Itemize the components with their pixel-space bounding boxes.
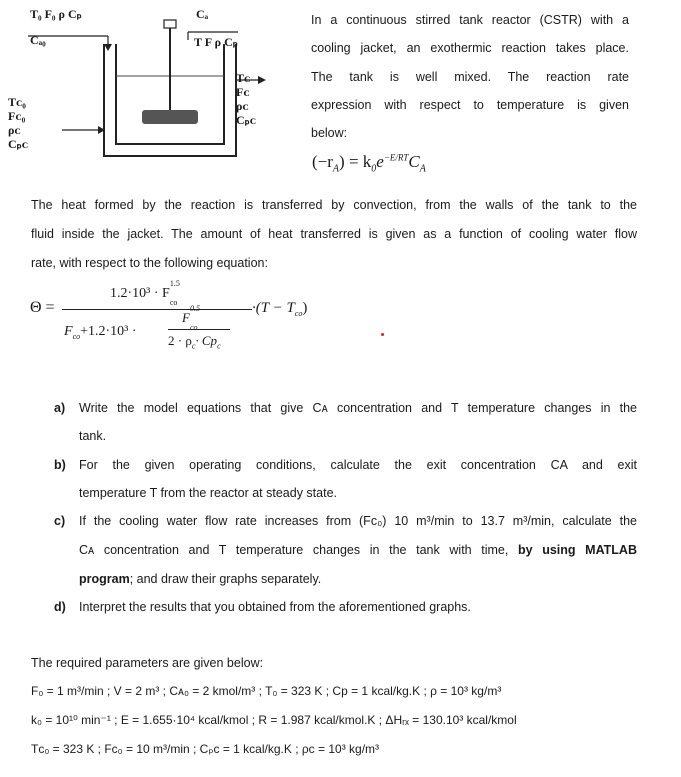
heat-line-3: rate, with respect to the following equation: [31, 256, 268, 270]
rate-eq-e: e [376, 152, 384, 171]
question-c-line-3 [79, 572, 321, 586]
intro-line-2: cooling jacket, an exothermic reaction takes place. [311, 41, 629, 55]
question-d-label: d) [54, 600, 66, 614]
rate-eq-c-sub: A [419, 163, 426, 175]
rate-eq-mid: ) = k [339, 152, 372, 171]
inner-num-sup: 0.5 [189, 304, 200, 313]
feed-label-2: Cₐ₀ [30, 33, 46, 47]
theta-num-text: 1.2·10³ · F [110, 286, 170, 301]
question-b-label: b) [54, 458, 66, 472]
theta-den-f: F [64, 324, 73, 339]
theta-num-sup: 1.5 [169, 279, 180, 288]
jacket-out-f: Fᴄ [236, 85, 250, 99]
question-c-program: program [79, 572, 130, 586]
cstr-schematic [8, 6, 300, 174]
intro-line-4: expression with respect to temperature is given [311, 98, 629, 112]
inner-num-f: F [182, 310, 190, 325]
params-line-3: Tᴄ₀ = 323 K ; Fᴄ₀ = 10 m³/min ; Cₚᴄ = 1 kcal/kg.K ; ρᴄ = 10³ kg/m³ [31, 742, 380, 756]
question-c-line-2-text: Cᴀ concentration and T temperature changes in the tank with time, [79, 543, 518, 557]
theta-fraction-bar [62, 309, 252, 310]
question-c-matlab: by using MATLAB [517, 543, 637, 557]
question-b-line-1: For the given operating conditions, calculate the exit concentration CA and exit [79, 458, 637, 472]
rate-eq-lhs-sub: A [332, 163, 340, 175]
jacket-in-t: Tᴄ₀ [8, 95, 26, 109]
rate-eq-c: C [408, 152, 420, 171]
params-heading: The required parameters are given below: [31, 656, 264, 670]
question-c-line-3-text: ; and draw their graphs separately. [129, 572, 322, 586]
intro-line-1: In a continuous stirred tank reactor (CSTR) with a [311, 13, 629, 27]
theta-denominator [64, 324, 137, 341]
params-line-2: k₀ = 10¹⁰ min⁻¹ ; E = 1.655·10⁴ kcal/kmol ; R = 1.987 kcal/kmol.K ; ΔHᵣₓ = 130.10³ kcal/kmol [31, 713, 517, 727]
question-a-label: a) [54, 401, 66, 415]
inner-num-sub: co [189, 322, 198, 332]
heat-line-2: fluid inside the jacket. The amount of heat transferred is given as a function of cooling water flow [31, 227, 637, 241]
rate-eq-k-sub: 0 [371, 163, 377, 175]
theta-num-sub: co [169, 297, 178, 307]
jacket-out-cp: Cₚᴄ [236, 113, 257, 127]
jacket-in-rho: ρᴄ [8, 123, 21, 137]
inner-den-rest-sub: c [217, 341, 221, 351]
inner-numerator [182, 304, 200, 332]
theta-den-mid: +1.2·10³ · [80, 324, 137, 339]
heat-line-1: The heat formed by the reaction is transferred by convection, from the walls of the tank to the [31, 198, 637, 212]
theta-rhs-text: ·(T − T [252, 300, 295, 316]
product-label-1: Cₐ [196, 7, 209, 21]
question-c-label: c) [54, 514, 66, 528]
theta-den-f-sub: co [72, 331, 81, 341]
jacket-out-t: Tᴄ [236, 71, 251, 85]
theta-symbol: Θ = [30, 299, 55, 316]
theta-rhs-sub: co [294, 309, 303, 318]
product-label-2: T F ρ Cₚ [194, 35, 238, 49]
jacket-in-cp: Cₚᴄ [8, 137, 29, 151]
theta-rhs [252, 300, 307, 318]
question-b-line-2: temperature T from the reactor at steady state. [79, 486, 337, 500]
inner-den-text: 2 · ρ [168, 333, 192, 348]
question-c-line-1: If the cooling water flow rate increases from (Fᴄ₀) 10 m³/min to 13.7 m³/min, calculate the [79, 514, 637, 528]
rate-equation [312, 152, 426, 174]
params-line-1: F₀ = 1 m³/min ; V = 2 m³ ; Cᴀ₀ = 2 kmol/m³ ; T₀ = 323 K ; Cp = 1 kcal/kg.K ; ρ = 10³ kg/m³ [31, 684, 502, 698]
question-d-line-1: Interpret the results that you obtained from the aforementioned graphs. [79, 600, 471, 614]
intro-line-3: The tank is well mixed. The reaction rate [311, 70, 629, 84]
theta-rhs-end: ) [302, 300, 308, 316]
theta-numerator [110, 279, 180, 307]
inner-den-sub: c [191, 341, 196, 351]
question-c-line-2 [79, 543, 637, 557]
red-dot-mark [381, 333, 384, 336]
question-a-line-2: tank. [79, 429, 107, 443]
inner-den-rest: · Cp [195, 333, 218, 348]
inner-denominator [168, 333, 221, 351]
intro-line-5: below: [311, 126, 348, 140]
rate-eq-exp: −E/RT [383, 152, 409, 163]
cstr-diagram [8, 6, 300, 174]
question-a-line-1: Write the model equations that give Cᴀ concentration and T temperature changes in the [79, 401, 637, 415]
jacket-out-rho: ρᴄ [236, 99, 249, 113]
rate-eq-lhs: (−r [312, 152, 333, 171]
theta-equation [30, 280, 330, 370]
jacket-in-f: Fᴄ₀ [8, 109, 26, 123]
feed-label-1: T₀ F₀ ρ Cₚ [30, 7, 82, 21]
inner-fraction-bar [168, 329, 230, 330]
